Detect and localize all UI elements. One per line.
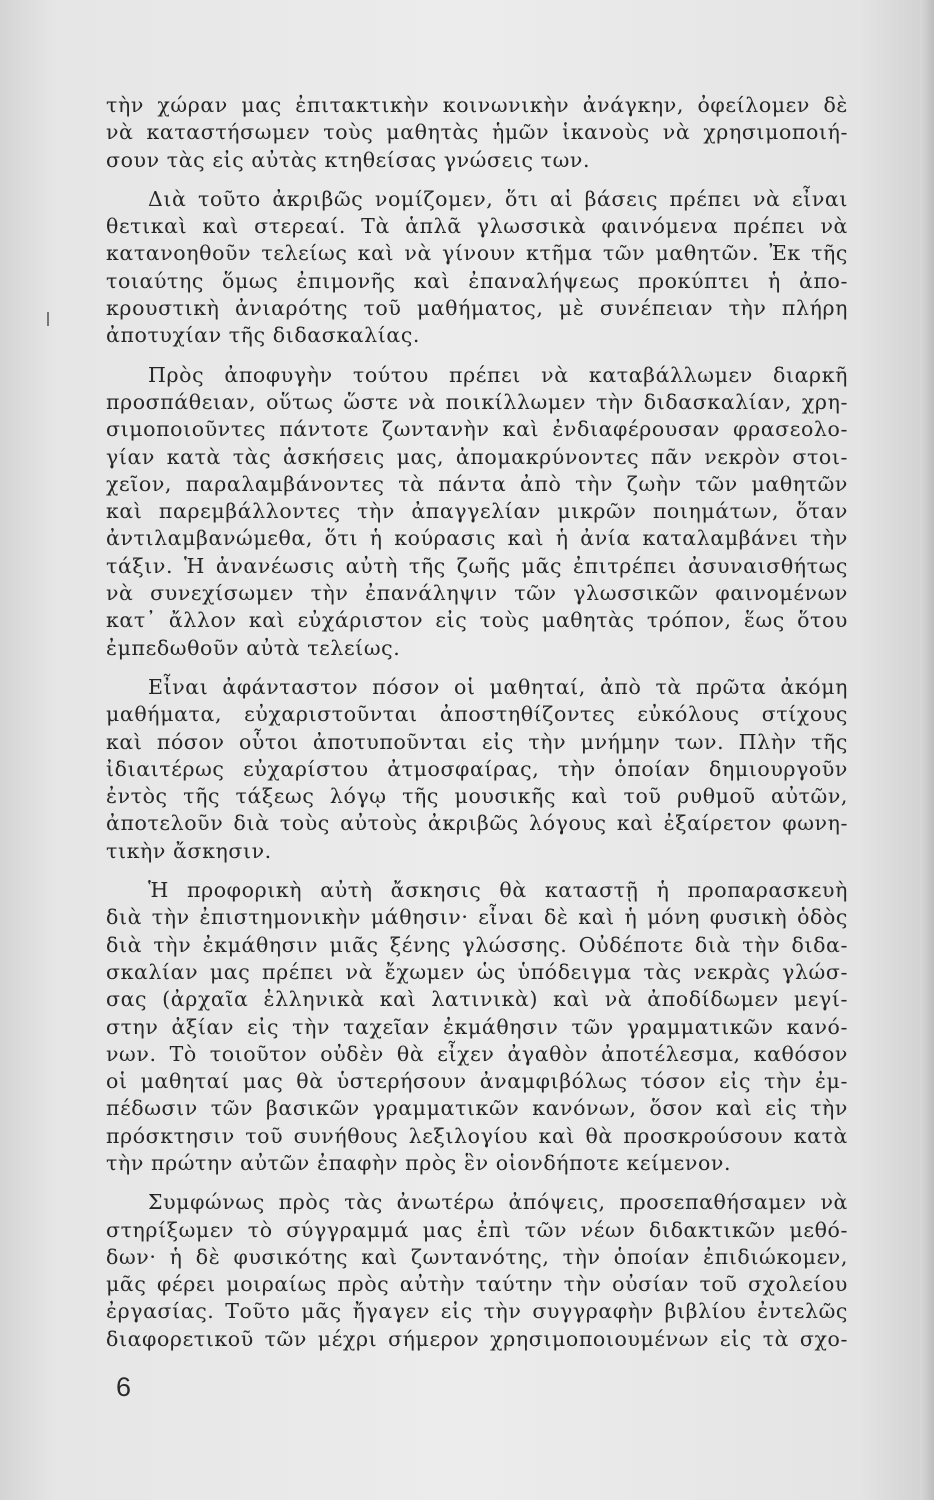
- text-line: πέδωσιν τῶν βασικῶν γραμματικῶν κανόνων, ὅσον καὶ εἰς τὴν: [106, 1096, 848, 1121]
- text-line: διὰ τὴν ἐπιστημονικὴν μάθησιν· εἶναι δὲ καὶ ἡ μόνη φυσικὴ ὁδὸς: [106, 905, 848, 930]
- text-line: σκαλίαν μας πρέπει νὰ ἔχωμεν ὡς ὑπόδειγμα τὰς νεκρὰς γλώσ-: [106, 959, 848, 984]
- text-line: τὴν χώραν μας ἐπιτακτικὴν κοινωνικὴν ἀνάγκην, ὀφείλομεν δὲ: [106, 93, 848, 117]
- text-line: χεῖον, παραλαμβάνοντες τὰ πάντα ἀπὸ τὴν ζωὴν τῶν μαθητῶν: [106, 471, 848, 496]
- text-line: δων· ἡ δὲ φυσικότης καὶ ζωντανότης, τὴν ὁποίαν ἐπιδιώκομεν,: [106, 1244, 848, 1269]
- paragraph: [106, 92, 848, 174]
- text-line: νὰ συνεχίσωμεν τὴν ἐπανάληψιν τῶν γλωσσικῶν φαινομένων: [106, 581, 848, 606]
- text-line: σουν τὰς εἰς αὐτὰς κτηθείσας γνώσεις των.: [106, 147, 591, 172]
- text-line: τικὴν ἄσκησιν.: [106, 838, 272, 863]
- text-line: ἀποτελοῦν διὰ τοὺς αὐτοὺς ἀκριβῶς λόγους καὶ ἐξαίρετον φωνη-: [106, 811, 848, 836]
- page-edge-shadow: [920, 0, 934, 1500]
- body-text: [106, 92, 848, 1365]
- text-line: νων. Τὸ τοιοῦτον οὐδὲν θὰ εἶχεν ἀγαθὸν ἀποτέλεσμα, καθόσον: [106, 1041, 848, 1066]
- text-line: ἐμπεδωθοῦν αὐτὰ τελείως.: [106, 635, 401, 660]
- text-line: ἐντὸς τῆς τάξεως λόγῳ τῆς μουσικῆς καὶ τοῦ ρυθμοῦ αὐτῶν,: [106, 784, 848, 809]
- text-line: ἀντιλαμβανώμεθα, ὅτι ἡ κούρασις καὶ ἡ ἀνία καταλαμβάνει τὴν: [106, 526, 848, 551]
- text-line: σας (ἀρχαῖα ἑλληνικὰ καὶ λατινικὰ) καὶ νὰ ἀποδίδωμεν μεγί-: [106, 987, 848, 1012]
- text-line: καὶ πόσον οὗτοι ἀποτυποῦνται εἰς τὴν μνήμην των. Πλὴν τῆς: [106, 729, 848, 754]
- text-line: γίαν κατὰ τὰς ἀσκήσεις μας, ἀπομακρύνοντες πᾶν νεκρὸν στοι-: [106, 444, 848, 469]
- text-line: Εἶναι ἀφάνταστον πόσον οἱ μαθηταί, ἀπὸ τὰ πρῶτα ἀκόμη: [148, 674, 848, 699]
- text-line: Ἡ προφορικὴ αὐτὴ ἄσκησις θὰ καταστῇ ἡ προπαρασκευὴ: [148, 878, 848, 903]
- text-line: ἰδιαιτέρως εὐχαρίστου ἀτμοσφαίρας, τὴν ὁποίαν δημιουργοῦν: [106, 756, 848, 781]
- text-line: στηρίξωμεν τὸ σύγγραμμά μας ἐπὶ τῶν νέων διδακτικῶν μεθό-: [106, 1217, 848, 1242]
- text-line: διαφορετικοῦ τῶν μέχρι σήμερον χρησιμοποιουμένων εἰς τὰ σχο-: [106, 1326, 848, 1351]
- text-line: πρόσκτησιν τοῦ συνήθους λεξιλογίου καὶ θὰ προσκρούσουν κατὰ: [106, 1123, 848, 1148]
- text-line: καὶ παρεμβάλλοντες τὴν ἀπαγγελίαν μικρῶν ποιημάτων, ὅταν: [106, 499, 848, 524]
- text-line: τοιαύτης ὅμως ἐπιμονῆς καὶ ἐπαναλήψεως προκύπτει ἡ ἀπο-: [106, 268, 848, 293]
- text-line: Πρὸς ἀποφυγὴν τούτου πρέπει νὰ καταβάλλωμεν διαρκῆ: [148, 362, 848, 387]
- text-line: μαθήματα, εὐχαριστοῦνται ἀποστηθίζοντες εὐκόλους στίχους: [106, 702, 848, 727]
- page-number: 6: [116, 1372, 132, 1402]
- text-line: θετικαὶ καὶ στερεαί. Τὰ ἁπλᾶ γλωσσικὰ φαινόμενα πρέπει νὰ: [106, 214, 848, 239]
- text-line: προσπάθειαν, οὕτως ὥστε νὰ ποικίλλωμεν τὴν διδασκαλίαν, χρη-: [106, 389, 848, 414]
- text-line: κατανοηθοῦν τελείως καὶ νὰ γίνουν κτῆμα τῶν μαθητῶν. Ἐκ τῆς: [106, 241, 848, 266]
- paragraph: [106, 1189, 848, 1353]
- margin-mark: [47, 312, 49, 326]
- text-line: τὴν πρώτην αὐτῶν ἐπαφὴν πρὸς ἓν οἱονδήποτε κείμενον.: [106, 1150, 732, 1175]
- text-line: Συμφώνως πρὸς τὰς ἀνωτέρω ἀπόψεις, προσεπαθήσαμεν νὰ: [148, 1190, 848, 1215]
- text-line: Διὰ τοῦτο ἀκριβῶς νομίζομεν, ὅτι αἱ βάσεις πρέπει νὰ εἶναι: [148, 186, 848, 211]
- text-line: σιμοποιοῦντες πάντοτε ζωντανὴν καὶ ἐνδιαφέρουσαν φρασεολο-: [106, 417, 848, 442]
- text-line: νὰ καταστήσωμεν τοὺς μαθητὰς ἡμῶν ἱκανοὺς νὰ χρησιμοποιή-: [106, 120, 848, 145]
- text-line: κρουστικὴ ἀνιαρότης τοῦ μαθήματος, μὲ συνέπειαν τὴν πλήρη: [106, 296, 848, 321]
- text-line: ἐργασίας. Τοῦτο μᾶς ἤγαγεν εἰς τὴν συγγραφὴν βιβλίου ἐντελῶς: [106, 1299, 848, 1324]
- paragraph: [106, 362, 848, 662]
- paragraph: [106, 186, 848, 350]
- text-line: κατ᾽ ἄλλον καὶ εὐχάριστον εἰς τοὺς μαθητὰς τρόπον, ἕως ὅτου: [106, 608, 848, 633]
- paragraph: [106, 674, 848, 865]
- text-line: διὰ τὴν ἐκμάθησιν μιᾶς ξένης γλώσσης. Οὐδέποτε διὰ τὴν διδα-: [106, 932, 848, 957]
- text-line: τάξιν. Ἡ ἀνανέωσις αὐτὴ τῆς ζωῆς μᾶς ἐπιτρέπει ἀσυναισθήτως: [106, 553, 848, 578]
- text-line: ἀποτυχίαν τῆς διδασκαλίας.: [106, 323, 421, 348]
- text-line: στην ἀξίαν εἰς τὴν ταχεῖαν ἐκμάθησιν τῶν γραμματικῶν κανό-: [106, 1014, 848, 1039]
- paragraph: [106, 877, 848, 1177]
- text-line: οἱ μαθηταί μας θὰ ὑστερήσουν ἀναμφιβόλως τόσον εἰς τὴν ἐμ-: [106, 1069, 848, 1094]
- text-line: μᾶς φέρει μοιραίως πρὸς αὐτὴν ταύτην τὴν οὐσίαν τοῦ σχολείου: [106, 1272, 848, 1297]
